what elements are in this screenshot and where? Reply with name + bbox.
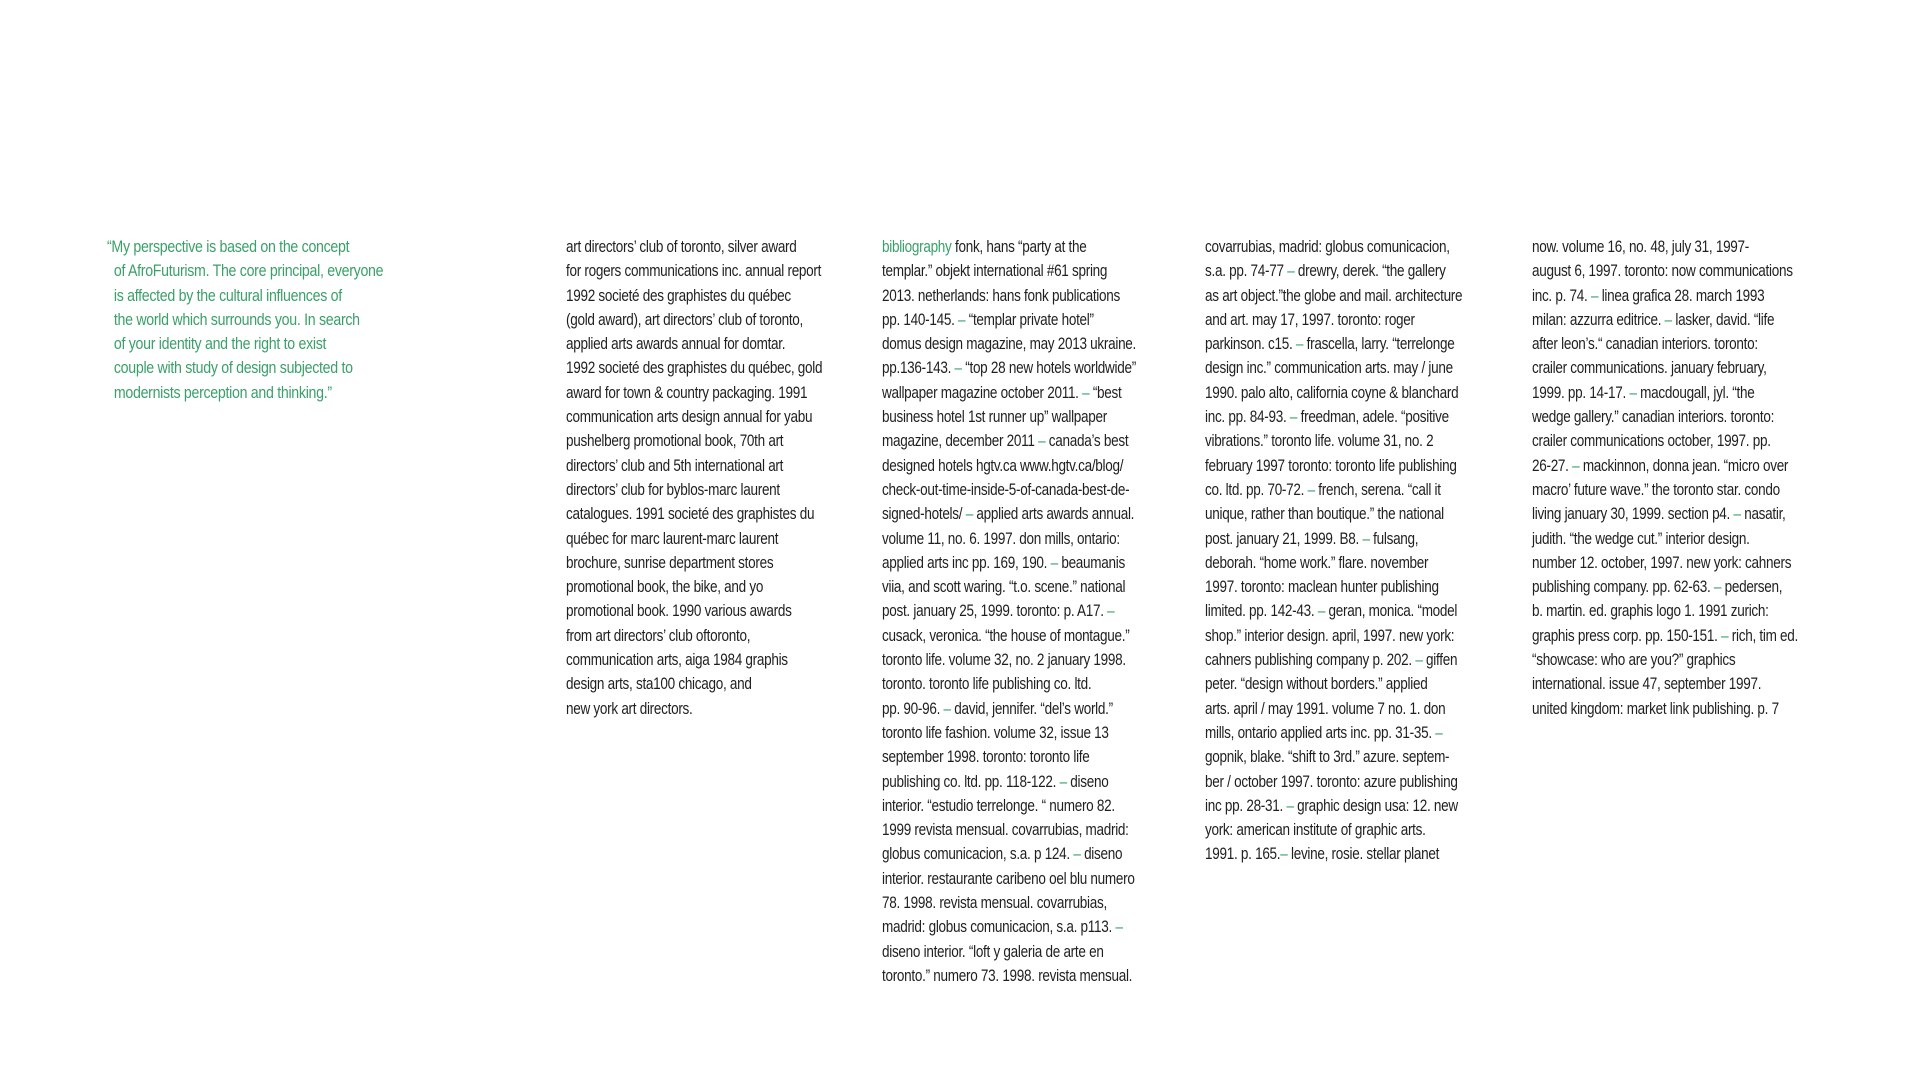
body-text: diseno: [1080, 845, 1123, 864]
text-line: [882, 235, 1136, 259]
text-line: [882, 867, 1136, 891]
body-text: art directors’ club of toronto, silver award: [566, 238, 797, 256]
text-line: [882, 356, 1136, 380]
body-text: design inc.” communication arts. may / june: [1205, 359, 1453, 378]
text-line: [1205, 405, 1462, 429]
text-line: [882, 672, 1136, 696]
body-text: pushelberg promotional book, 70th art: [566, 432, 784, 451]
body-text: fonk, hans “party at the: [951, 238, 1087, 256]
body-text: 1991. p. 165.: [1205, 845, 1281, 864]
accent-text: –: [1629, 383, 1637, 402]
body-text: toronto life. volume 32, no. 2 january 1998.: [882, 651, 1126, 670]
text-line: [1532, 697, 1798, 721]
body-text: pedersen,: [1721, 578, 1783, 597]
quote-line: “My perspective is based on the concept: [107, 238, 350, 256]
body-text: magazine, december 2011: [882, 432, 1039, 451]
body-text: macdougall, jyl. “the: [1636, 383, 1755, 402]
text-line: [1205, 770, 1462, 794]
text-line: [1532, 356, 1798, 380]
text-line: [882, 940, 1136, 964]
accent-text: –: [958, 310, 966, 329]
text-line: [1205, 259, 1462, 283]
body-text: design arts, sta100 chicago, and: [566, 675, 752, 694]
body-text: toronto.” numero 73. 1998. revista mensual.: [882, 966, 1133, 985]
body-text: covarrubias, madrid: globus comunicacion,: [1205, 238, 1450, 256]
awards-column: [566, 235, 822, 721]
quote-line: couple with study of design subjected to: [113, 359, 353, 378]
body-text: judith. “the wedge cut.” interior design.: [1532, 529, 1750, 548]
text-line: [1205, 478, 1462, 502]
text-line: [1532, 624, 1798, 648]
body-text: beaumanis: [1057, 553, 1125, 572]
body-text: rich, tim ed.: [1728, 626, 1799, 645]
text-line: [882, 818, 1136, 842]
quote-line: modernists perception and thinking.”: [113, 383, 332, 402]
body-text: co. ltd. pp. 70-72.: [1205, 480, 1308, 499]
body-text: diseno interior. “loft y galeria de arte en: [882, 942, 1104, 961]
text-line: [566, 697, 822, 721]
text-line: [566, 478, 822, 502]
quote-line: of your identity and the right to exist: [113, 335, 327, 354]
body-text: september 1998. toronto: toronto life: [882, 748, 1090, 767]
text-line: [1532, 454, 1798, 478]
accent-text: –: [1050, 553, 1058, 572]
text-line: [1532, 308, 1798, 332]
body-text: shop.” interior design. april, 1997. new york:: [1205, 626, 1455, 645]
text-line: [1205, 429, 1462, 453]
body-text: ber / october 1997. toronto: azure publishing: [1205, 772, 1458, 791]
body-text: globus comunicacion, s.a. p 124.: [882, 845, 1074, 864]
body-text: pp.136-143.: [882, 359, 955, 378]
text-line: [1205, 381, 1462, 405]
accent-text: –: [1415, 651, 1423, 670]
body-text: diseno: [1066, 772, 1109, 791]
body-text: madrid: globus comunicacion, s.a. p113.: [882, 918, 1116, 937]
body-text: “showcase: who are you?” graphics: [1532, 651, 1736, 670]
body-text: toronto. toronto life publishing co. ltd.: [882, 675, 1092, 694]
accent-text: –: [1082, 383, 1090, 402]
body-text: unique, rather than boutique.” the national: [1205, 505, 1444, 524]
text-line: [1205, 235, 1462, 259]
body-text: fulsang,: [1369, 529, 1419, 548]
body-text: directors’ club for byblos-marc laurent: [566, 480, 780, 499]
accent-text: –: [1307, 480, 1315, 499]
text-line: [1205, 818, 1462, 842]
body-text: now. volume 16, no. 48, july 31, 1997-: [1532, 238, 1750, 256]
body-text: 2013. netherlands: hans fonk publications: [882, 286, 1120, 305]
body-text: drewry, derek. “the gallery: [1294, 262, 1446, 281]
text-line: [882, 964, 1136, 988]
body-text: catalogues. 1991 societé des graphistes du: [566, 505, 815, 524]
body-text: inc. p. 74.: [1532, 286, 1591, 305]
text-line: [1205, 648, 1462, 672]
text-line: [1205, 527, 1462, 551]
body-text: post. january 25, 1999. toronto: p. A17.: [882, 602, 1108, 621]
text-line: [566, 648, 822, 672]
text-line: [566, 356, 822, 380]
text-line: [1532, 235, 1798, 259]
text-line: [1205, 502, 1462, 526]
body-text: levine, rosie. stellar planet: [1287, 845, 1440, 864]
text-line: [882, 624, 1136, 648]
text-line: [566, 551, 822, 575]
body-text: directors’ club and 5th international art: [566, 456, 784, 475]
body-text: volume 11, no. 6. 1997. don mills, ontario:: [882, 529, 1120, 548]
body-text: limited. pp. 142-43.: [1205, 602, 1318, 621]
accent-text: –: [1115, 918, 1123, 937]
text-line: [882, 794, 1136, 818]
accent-text: –: [1721, 626, 1729, 645]
text-line: [882, 502, 1136, 526]
text-line: [1205, 697, 1462, 721]
body-text: inc pp. 28-31.: [1205, 796, 1287, 815]
body-text: graphic design usa: 12. new: [1293, 796, 1458, 815]
text-line: [566, 259, 822, 283]
body-text: cusack, veronica. “the house of montague.”: [882, 626, 1130, 645]
accent-text: –: [954, 359, 962, 378]
body-text: graphis press corp. pp. 150-151.: [1532, 626, 1722, 645]
text-line: [882, 575, 1136, 599]
quote-line: is affected by the cultural influences of: [113, 286, 342, 305]
bibliography-column-2: [1205, 235, 1462, 867]
text-line: [566, 429, 822, 453]
text-line: [1205, 332, 1462, 356]
body-text: after leon’s.“ canadian interiors. toronto:: [1532, 335, 1758, 354]
body-text: designed hotels hgtv.ca www.hgtv.ca/blog/: [882, 456, 1124, 475]
body-text: united kingdom: market link publishing. p. 7: [1532, 699, 1779, 718]
text-line: [882, 915, 1136, 939]
body-text: number 12. october, 1997. new york: cahners: [1532, 553, 1792, 572]
body-text: nasatir,: [1740, 505, 1786, 524]
quote-line: of AfroFuturism. The core principal, everyone: [113, 262, 384, 281]
accent-text: –: [1435, 723, 1443, 742]
text-line: [882, 599, 1136, 623]
body-text: s.a. pp. 74-77: [1205, 262, 1288, 281]
accent-text: –: [1287, 262, 1295, 281]
body-text: vibrations.” toronto life. volume 31, no. 2: [1205, 432, 1434, 451]
text-line: [1532, 405, 1798, 429]
body-text: domus design magazine, may 2013 ukraine.: [882, 335, 1137, 354]
body-text: award for town & country packaging. 1991: [566, 383, 808, 402]
bibliography-column-1: [882, 235, 1136, 988]
accent-text: –: [943, 699, 951, 718]
text-line: [882, 405, 1136, 429]
body-text: publishing co. ltd. pp. 118-122.: [882, 772, 1060, 791]
body-text: arts. april / may 1991. volume 7 no. 1. don: [1205, 699, 1446, 718]
bibliography-column-3: [1532, 235, 1798, 721]
quote-block: [107, 235, 391, 405]
text-line: [566, 672, 822, 696]
body-text: post. january 21, 1999. B8.: [1205, 529, 1363, 548]
body-text: 1992 societé des graphistes du québec: [566, 286, 791, 305]
text-line: [882, 770, 1136, 794]
body-text: parkinson. c15.: [1205, 335, 1296, 354]
body-text: business hotel 1st runner up” wallpaper: [882, 408, 1107, 427]
accent-text: –: [1107, 602, 1115, 621]
text-line: [566, 332, 822, 356]
text-line: [1205, 551, 1462, 575]
body-text: frascella, larry. “terrelonge: [1303, 335, 1455, 354]
body-text: inc. pp. 84-93.: [1205, 408, 1290, 427]
accent-text: –: [1038, 432, 1046, 451]
body-text: 1992 societé des graphistes du québec, gold: [566, 359, 823, 378]
text-line: [882, 721, 1136, 745]
accent-text: –: [1059, 772, 1067, 791]
accent-text: –: [965, 505, 973, 524]
text-line: [882, 842, 1136, 866]
body-text: (gold award), art directors’ club of toronto,: [566, 310, 804, 329]
body-text: freedman, adele. “positive: [1297, 408, 1449, 427]
body-text: “best: [1089, 383, 1122, 402]
body-text: lasker, david. “life: [1671, 310, 1775, 329]
text-line: [882, 527, 1136, 551]
accent-text: –: [1073, 845, 1081, 864]
text-line: [1532, 429, 1798, 453]
body-text: brochure, sunrise department stores: [566, 553, 774, 572]
accent-text: –: [1280, 845, 1288, 864]
body-text: viia, and scott waring. “t.o. scene.” national: [882, 578, 1126, 597]
text-line: [1205, 284, 1462, 308]
text-line: [1532, 284, 1798, 308]
body-text: peter. “design without borders.” applied: [1205, 675, 1428, 694]
text-line: [1205, 575, 1462, 599]
body-text: cahners publishing company p. 202.: [1205, 651, 1416, 670]
body-text: pp. 140-145.: [882, 310, 959, 329]
text-line: [566, 624, 822, 648]
text-line: [1532, 672, 1798, 696]
body-text: 1999 revista mensual. covarrubias, madrid:: [882, 821, 1129, 840]
accent-text: –: [1317, 602, 1326, 621]
body-text: publishing company. pp. 62-63.: [1532, 578, 1714, 597]
accent-text: –: [1295, 335, 1304, 354]
text-line: [1532, 259, 1798, 283]
body-text: mackinnon, donna jean. “micro over: [1579, 456, 1789, 475]
text-line: [566, 527, 822, 551]
text-line: [1205, 745, 1462, 769]
text-line: [1205, 624, 1462, 648]
body-text: applied arts awards annual.: [972, 505, 1135, 524]
text-line: [1205, 454, 1462, 478]
body-text: february 1997 toronto: toronto life publishing: [1205, 456, 1457, 475]
body-text: from art directors’ club oftoronto,: [566, 626, 751, 645]
body-text: promotional book. 1990 various awards: [566, 602, 792, 621]
body-text: québec for marc laurent-marc laurent: [566, 529, 779, 548]
body-text: for rogers communications inc. annual report: [566, 262, 822, 281]
text-line: [882, 259, 1136, 283]
accent-text: –: [1590, 286, 1599, 305]
accent-text: –: [1713, 578, 1722, 597]
body-text: promotional book, the bike, and yo: [566, 578, 764, 597]
text-line: [1532, 648, 1798, 672]
body-text: b. martin. ed. graphis logo 1. 1991 zurich:: [1532, 602, 1769, 621]
text-line: [1205, 842, 1462, 866]
text-line: [882, 284, 1136, 308]
body-text: communication arts design annual for yabu: [566, 408, 813, 427]
text-line: [566, 235, 822, 259]
text-line: [1532, 332, 1798, 356]
body-text: deborah. “home work.” flare. november: [1205, 553, 1429, 572]
body-text: milan: azzurra editrice.: [1532, 310, 1665, 329]
text-line: [1205, 672, 1462, 696]
body-text: new york art directors.: [566, 699, 693, 718]
text-line: [566, 454, 822, 478]
text-line: [1205, 794, 1462, 818]
body-text: mills, ontario applied arts inc. pp. 31-35.: [1205, 723, 1436, 742]
body-text: crailer communications october, 1997. pp.: [1532, 432, 1771, 451]
text-line: [1532, 599, 1798, 623]
text-line: [882, 648, 1136, 672]
body-text: giffen: [1422, 651, 1458, 670]
body-text: macro’ future wave.” the toronto star. condo: [1532, 480, 1780, 499]
text-line: [1532, 478, 1798, 502]
text-line: [882, 551, 1136, 575]
text-line: [882, 454, 1136, 478]
text-line: [1532, 575, 1798, 599]
body-text: 26-27.: [1532, 456, 1573, 475]
body-text: 1990. palo alto, california coyne & blanchard: [1205, 383, 1459, 402]
text-line: [882, 697, 1136, 721]
body-text: canada’s best: [1045, 432, 1129, 451]
body-text: as art object.”the globe and mail. architecture: [1205, 286, 1463, 305]
accent-text: –: [1289, 408, 1298, 427]
body-text: applied arts inc pp. 169, 190.: [882, 553, 1051, 572]
text-line: [1205, 308, 1462, 332]
text-line: [1205, 599, 1462, 623]
text-line: [566, 599, 822, 623]
text-line: [882, 745, 1136, 769]
body-text: 78. 1998. revista mensual. covarrubias,: [882, 894, 1107, 913]
accent-text: bibliography: [882, 238, 952, 256]
body-text: templar.” objekt international #61 spring: [882, 262, 1108, 281]
text-line: [1205, 721, 1462, 745]
text-line: [1532, 551, 1798, 575]
body-text: geran, monica. “model: [1325, 602, 1458, 621]
text-line: [1532, 381, 1798, 405]
body-text: “templar private hotel”: [965, 310, 1094, 329]
body-text: crailer communications. january february,: [1532, 359, 1767, 378]
body-text: toronto life fashion. volume 32, issue 13: [882, 723, 1109, 742]
body-text: communication arts, aiga 1984 graphis: [566, 651, 788, 670]
text-line: [882, 891, 1136, 915]
body-text: wedge gallery.” canadian interiors. toronto:: [1532, 408, 1775, 427]
text-line: [1205, 356, 1462, 380]
text-line: [566, 502, 822, 526]
text-line: [566, 308, 822, 332]
body-text: french, serena. “call it: [1314, 480, 1441, 499]
body-text: york: american institute of graphic arts.: [1205, 821, 1426, 840]
quote-line: the world which surrounds you. In search: [113, 310, 360, 329]
body-text: check-out-time-inside-5-of-canada-best-de-: [882, 480, 1130, 499]
body-text: applied arts awards annual for domtar.: [566, 335, 786, 354]
text-line: [566, 381, 822, 405]
body-text: 1999. pp. 14-17.: [1532, 383, 1630, 402]
text-line: [882, 332, 1136, 356]
accent-text: –: [1362, 529, 1370, 548]
body-text: 1997. toronto: maclean hunter publishing: [1205, 578, 1439, 597]
text-line: [566, 405, 822, 429]
accent-text: –: [1733, 505, 1741, 524]
body-text: “top 28 new hotels worldwide”: [961, 359, 1136, 378]
text-line: [1532, 527, 1798, 551]
accent-text: –: [1286, 796, 1294, 815]
text-line: [566, 575, 822, 599]
text-line: [1532, 502, 1798, 526]
body-text: august 6, 1997. toronto: now communications: [1532, 262, 1793, 281]
accent-text: –: [1664, 310, 1672, 329]
body-text: linea grafica 28. march 1993: [1598, 286, 1765, 305]
accent-text: –: [1572, 456, 1580, 475]
body-text: pp. 90-96.: [882, 699, 944, 718]
body-text: interior. “estudio terrelonge. “ numero 82.: [882, 796, 1115, 815]
body-text: living january 30, 1999. section p4.: [1532, 505, 1734, 524]
body-text: interior. restaurante caribeno oel blu numero: [882, 869, 1135, 888]
body-text: and art. may 17, 1997. toronto: roger: [1205, 310, 1415, 329]
text-line: [882, 381, 1136, 405]
text-line: [882, 429, 1136, 453]
text-line: [882, 308, 1136, 332]
body-text: gopnik, blake. “shift to 3rd.” azure. septem-: [1205, 748, 1450, 767]
body-text: signed-hotels/: [882, 505, 966, 524]
body-text: international. issue 47, september 1997.: [1532, 675, 1762, 694]
text-line: [566, 284, 822, 308]
body-text: david, jennifer. “del’s world.”: [950, 699, 1113, 718]
body-text: wallpaper magazine october 2011.: [882, 383, 1083, 402]
text-line: [882, 478, 1136, 502]
